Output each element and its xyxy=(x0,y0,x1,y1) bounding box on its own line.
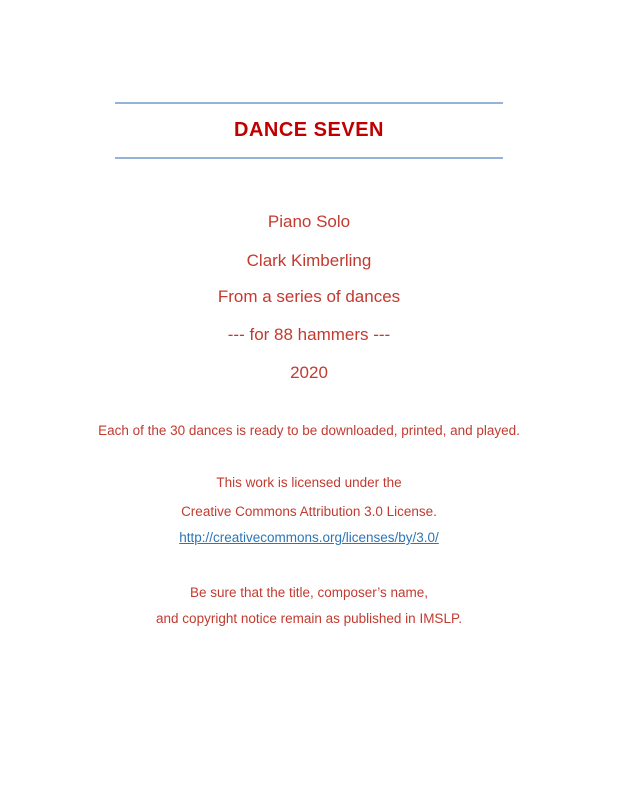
page-title: DANCE SEVEN xyxy=(234,119,384,141)
license-link[interactable]: http://creativecommons.org/licenses/by/3.0/ xyxy=(179,530,439,545)
license-intro: This work is licensed under the xyxy=(216,475,402,490)
title-rule-bottom xyxy=(115,157,503,159)
subtitle-piano-solo: Piano Solo xyxy=(267,212,351,231)
title-rule-top xyxy=(115,102,503,104)
subtitle-series: From a series of dances xyxy=(217,287,401,306)
license-link-line xyxy=(0,530,618,545)
license-name: Creative Commons Attribution 3.0 License. xyxy=(181,504,437,519)
subtitle-composer-name: Clark Kimberling xyxy=(246,251,372,270)
copyright-notice-line1: Be sure that the title, composer’s name, xyxy=(189,585,429,600)
subtitle-hammers: --- for 88 hammers --- xyxy=(227,325,391,344)
copyright-notice-line2: and copyright notice remain as published in IMSLP. xyxy=(156,611,462,626)
download-note: Each of the 30 dances is ready to be downloaded, printed, and played. xyxy=(98,423,520,438)
subtitle-year: 2020 xyxy=(290,363,328,382)
